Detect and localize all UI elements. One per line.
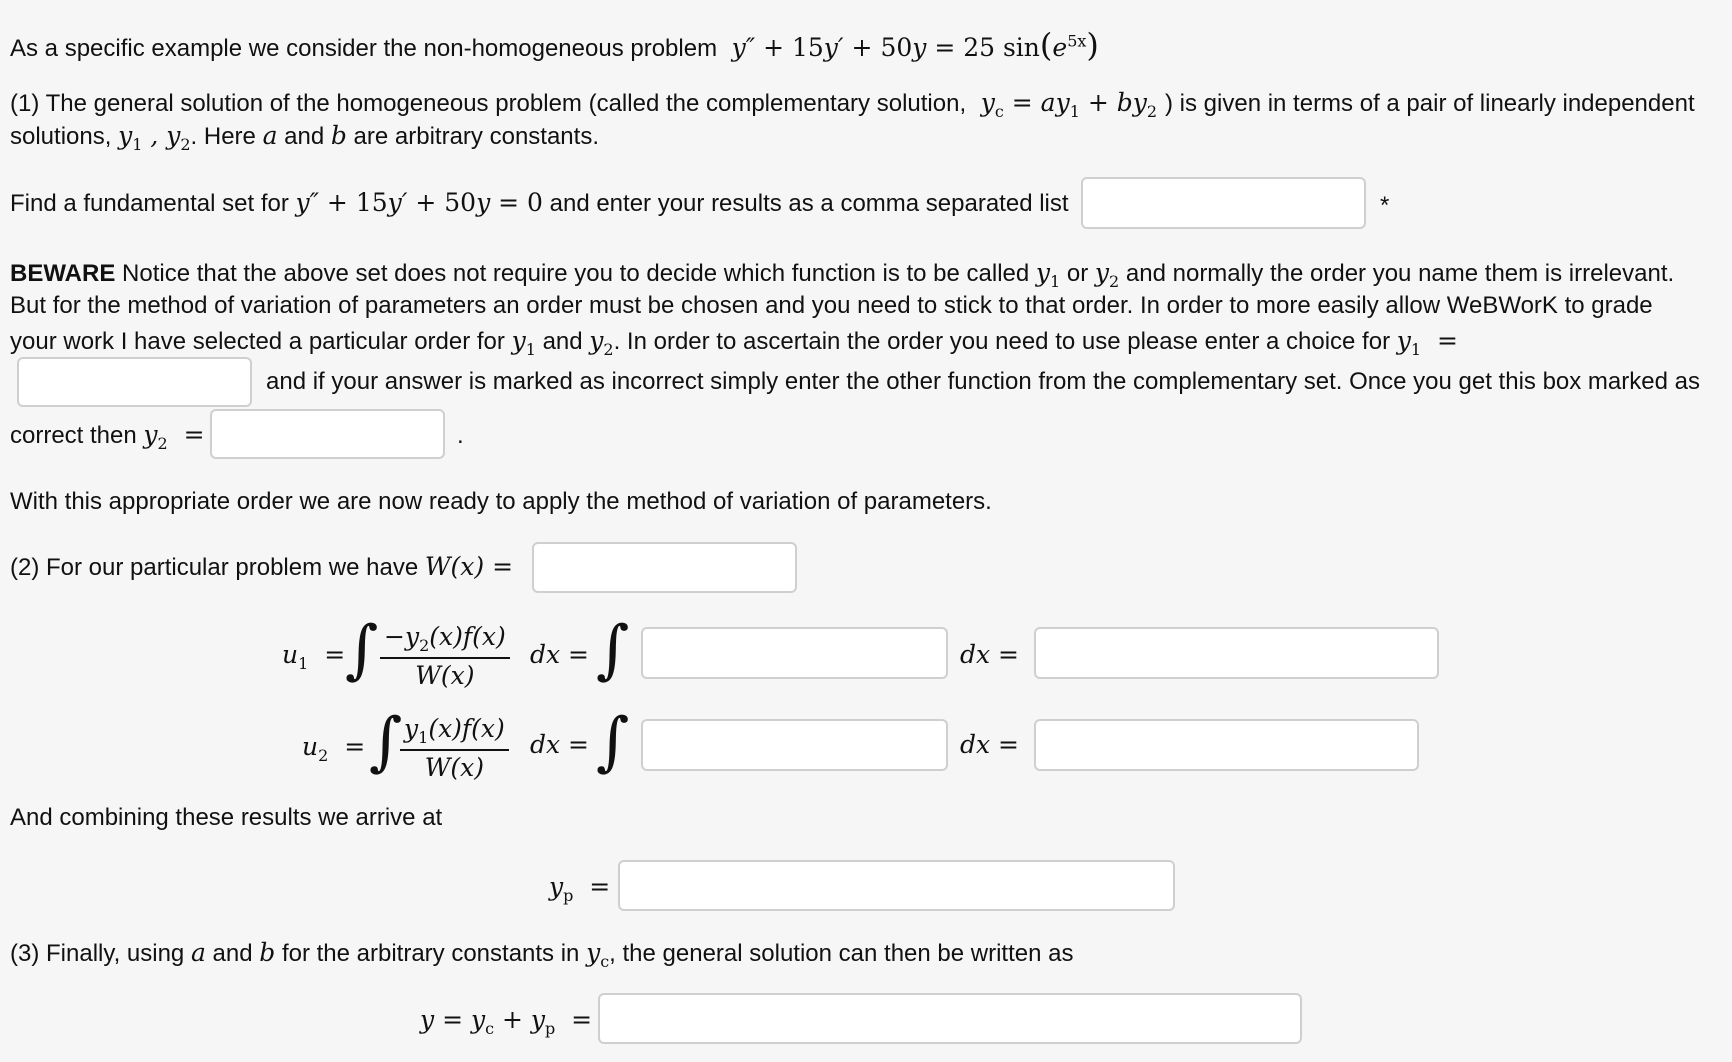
- part2-line: [10, 552, 513, 582]
- part1-text-d: . Here: [190, 123, 256, 150]
- fundamental-line: [10, 188, 1069, 218]
- y2-equals: $y_2$ =: [143, 420, 205, 453]
- part1-text-a: (1) The general solution of the homogeneous problem (called the complementary solution,: [10, 90, 967, 117]
- a-symbol: a: [190, 938, 206, 967]
- period: .: [457, 422, 464, 449]
- fundamental-set-input[interactable]: [1081, 177, 1366, 229]
- beware-line3-b: and: [542, 328, 583, 355]
- u1-dx-equals: dx =: [530, 640, 589, 669]
- beware-line1: [10, 258, 1674, 291]
- y1-y2-symbols: $y_1$ , $y_2$: [118, 121, 191, 154]
- u2-label: $u_2$ =: [302, 732, 366, 765]
- integral-sign-icon: ∫: [345, 613, 379, 687]
- part1-text-f: are arbitrary constants.: [353, 123, 599, 150]
- beware-line3-a: your work I have selected a particular order for: [10, 328, 505, 355]
- beware-line1-a: Notice that the above set does not require you to decide which function is to be called: [122, 260, 1030, 287]
- y1-equals: $y_1$ =: [1396, 326, 1458, 359]
- y2-symbol: $y_2$: [589, 326, 614, 359]
- part3-text-c: for the arbitrary constants in: [281, 940, 580, 967]
- y2-choice-input[interactable]: [210, 409, 445, 459]
- yc-expression: $y_c = ay_1 + by_2$: [972, 88, 1158, 121]
- yc-symbol: $y_c$: [586, 938, 610, 971]
- yp-input[interactable]: [618, 860, 1175, 911]
- homogeneous-equation: y″ + 15y′ + 50y = 0: [295, 188, 543, 217]
- fundamental-text-b: and enter your results as a comma separated list: [549, 190, 1069, 217]
- u2-dx-equals-2: dx =: [960, 730, 1019, 759]
- a-symbol: a: [262, 121, 278, 150]
- yp-label: $y_p$ =: [549, 872, 611, 905]
- y2-symbol: $y_2$: [1094, 258, 1120, 291]
- combining-text: And combining these results we arrive at: [10, 804, 443, 831]
- part1-text-b: ) is given in terms of a pair of linearly independent: [1165, 90, 1695, 117]
- part3-text-b: and: [212, 940, 253, 967]
- part1-line1: [10, 88, 1695, 121]
- ode-equation: y″ + 15y′ + 50y = 25 $\sin(e^{5x})$: [723, 26, 1099, 64]
- intro-line: [10, 26, 1099, 64]
- part3-text-a: (3) Finally, using: [10, 940, 185, 967]
- u1-integrand-input[interactable]: [641, 627, 948, 679]
- general-solution-input[interactable]: [598, 993, 1302, 1044]
- integral-sign-icon: ∫: [596, 613, 630, 687]
- y1-symbol: $y_1$: [1035, 258, 1061, 291]
- part1-line2: [10, 121, 599, 154]
- u1-dx-equals-2: dx =: [960, 640, 1019, 669]
- u2-result-input[interactable]: [1034, 719, 1419, 771]
- u1-result-input[interactable]: [1034, 627, 1439, 679]
- integral-sign-icon: ∫: [596, 705, 630, 779]
- b-symbol: b: [330, 121, 347, 150]
- part3-line: [10, 938, 1073, 971]
- beware-line5: [10, 420, 205, 453]
- general-solution-label: $y = y_c + y_p$ =: [420, 1005, 593, 1038]
- beware-line4: and if your answer is marked as incorrect simply enter the other function from the complementary set. Once you get this box marked as: [266, 368, 1700, 395]
- required-star: *: [1380, 192, 1390, 219]
- y1-choice-input[interactable]: [17, 357, 252, 407]
- part2-text: (2) For our particular problem we have: [10, 554, 419, 581]
- order-text: With this appropriate order we are now ready to apply the method of variation of parameters.: [10, 488, 992, 515]
- beware-label: BEWARE: [10, 260, 116, 287]
- integral-sign-icon: ∫: [369, 705, 403, 779]
- b-symbol: b: [259, 938, 276, 967]
- y1-symbol: $y_1$: [511, 326, 536, 359]
- u1-fraction: $\frac{-y_2(x)f(x)}{W(x)}$: [380, 622, 510, 690]
- beware-line3-c: . In order to ascertain the order you need to use please enter a choice for: [613, 328, 1391, 355]
- part1-text-e: and: [284, 123, 325, 150]
- beware-line3: [10, 326, 1458, 359]
- fundamental-text-a: Find a fundamental set for: [10, 190, 289, 217]
- u2-integrand-input[interactable]: [641, 719, 948, 771]
- part1-text-c: solutions,: [10, 123, 112, 150]
- wronskian-label: W(x) =: [424, 552, 514, 581]
- beware-line2: But for the method of variation of parameters an order must be chosen and you need to stick to that order. In order to more easily allow WeBWorK to grade: [10, 292, 1653, 319]
- part3-text-d: , the general solution can then be written as: [609, 940, 1074, 967]
- u2-fraction: $\frac{y_1(x)f(x)}{W(x)}$: [400, 714, 509, 782]
- u2-dx-equals: dx =: [530, 730, 589, 759]
- beware-line5-text: correct then: [10, 422, 137, 449]
- intro-text: As a specific example we consider the non-homogeneous problem: [10, 35, 718, 62]
- beware-line1-b: or: [1066, 260, 1089, 287]
- beware-line1-c: and normally the order you name them is irrelevant.: [1125, 260, 1675, 287]
- u1-label: $u_1$ =: [282, 640, 346, 673]
- wronskian-input[interactable]: [532, 542, 797, 593]
